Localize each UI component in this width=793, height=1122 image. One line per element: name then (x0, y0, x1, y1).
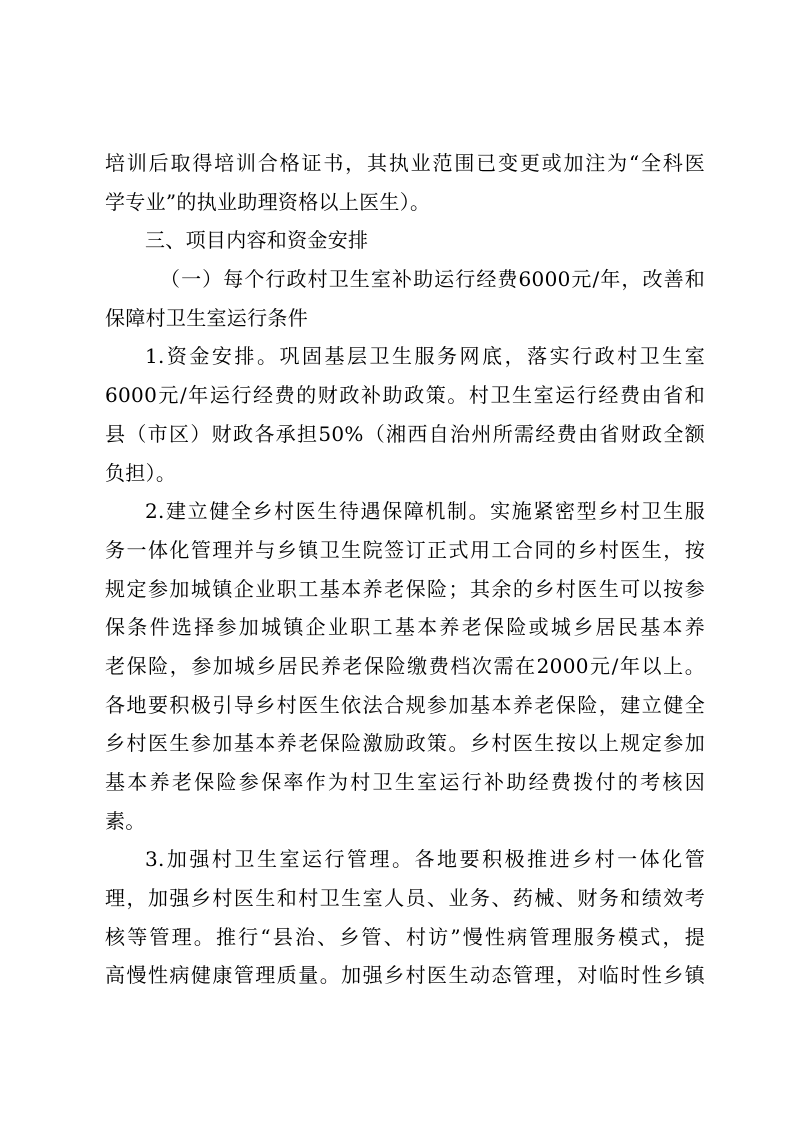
paragraph-line: 务一体化管理并与乡镇卫生院签订正式用工合同的乡村医生，按 (105, 537, 705, 562)
paragraph-line: 理，加强乡村医生和村卫生室人员、业务、药械、财务和绩效考 (105, 886, 705, 911)
subsection-heading: （一）每个行政村卫生室补助运行经费6000元/年，改善和 (160, 267, 705, 292)
paragraph-line: 县（市区）财政各承担50%（湘西自治州所需经费由省财政全额 (105, 421, 705, 446)
paragraph-line: 素。 (105, 808, 146, 833)
paragraph-line: 老保险，参加城乡居民养老保险缴费档次需在2000元/年以上。 (105, 653, 705, 678)
paragraph-line: 2.建立健全乡村医生待遇保障机制。实施紧密型乡村卫生服 (145, 499, 705, 524)
paragraph-line: 各地要积极引导乡村医生依法合规参加基本养老保险，建立健全 (105, 692, 705, 717)
paragraph-line: 负担）。 (105, 460, 177, 485)
section-heading: 三、项目内容和资金安排 (145, 228, 369, 253)
paragraph-line: 6000元/年运行经费的财政补助政策。村卫生室运行经费由省和 (105, 383, 705, 408)
paragraph-line: 培训后取得培训合格证书，其执业范围已变更或加注为“全科医 (105, 151, 705, 175)
document-page (105, 144, 705, 995)
paragraph-line: 学专业”的执业助理资格以上医生）。 (105, 189, 431, 214)
paragraph-line: 保条件选择参加城镇企业职工基本养老保险或城乡居民基本养 (105, 615, 705, 640)
paragraph-line: 1.资金安排。巩固基层卫生服务网底，落实行政村卫生室 (145, 344, 705, 369)
paragraph-line: 3.加强村卫生室运行管理。各地要积极推进乡村一体化管 (145, 847, 705, 872)
paragraph-line: 乡村医生参加基本养老保险激励政策。乡村医生按以上规定参加 (105, 731, 705, 756)
paragraph-line: 规定参加城镇企业职工基本养老保险；其余的乡村医生可以按参 (105, 576, 705, 601)
paragraph-line: 核等管理。推行“县治、乡管、村访”慢性病管理服务模式，提 (105, 924, 705, 949)
subsection-heading-cont: 保障村卫生室运行条件 (105, 305, 308, 330)
paragraph-line: 高慢性病健康管理质量。加强乡村医生动态管理，对临时性乡镇 (105, 963, 705, 988)
paragraph-line: 基本养老保险参保率作为村卫生室运行补助经费拨付的考核因 (105, 770, 705, 794)
